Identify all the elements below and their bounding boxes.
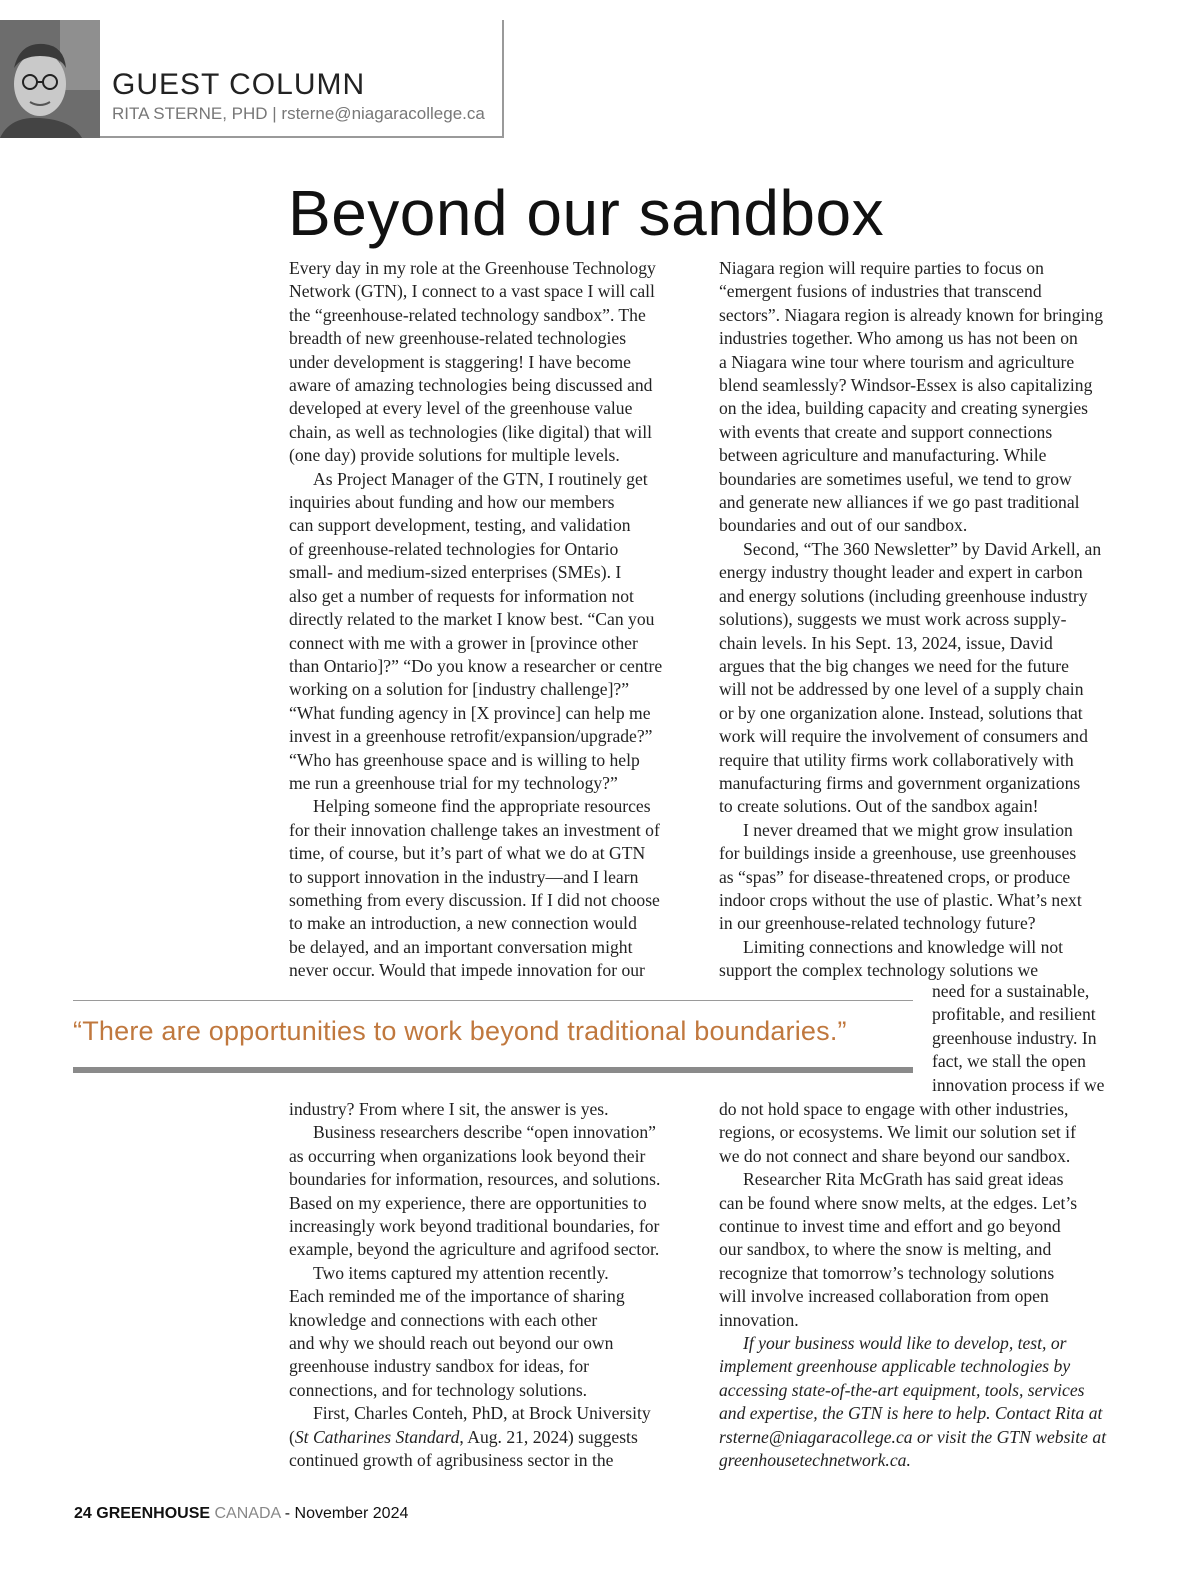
author-portrait-icon	[0, 20, 100, 138]
text-line: do not hold space to engage with other industries,	[719, 1099, 1069, 1119]
text-line: sectors”. Niagara region is already known for bringing	[719, 304, 1104, 325]
magazine-name-suffix: CANADA	[214, 1505, 281, 1522]
text-line: fact, we stall the open	[932, 1051, 1086, 1072]
text-line: (one day) provide solutions for multiple levels.	[289, 445, 620, 466]
body-column-right-bottom	[719, 1098, 1129, 1473]
text-line: will not be addressed by one level of a supply chain	[719, 679, 1084, 700]
text-line: As Project Manager of the GTN, I routinely get	[313, 468, 648, 489]
text-line: can support development, testing, and validation	[289, 515, 631, 536]
text-line: chain, as well as technologies (like digital) that will	[289, 421, 653, 442]
text-line: as occurring when organizations look beyond their	[289, 1145, 646, 1166]
text-line: industries together. Who among us has not been on	[719, 328, 1078, 349]
text-line: Based on my experience, there are opportunities to	[289, 1192, 647, 1213]
text-line: innovation.	[719, 1309, 799, 1330]
text-line: Network (GTN), I connect to a vast space I will call	[289, 281, 655, 302]
text-line: manufacturing firms and government organizations	[719, 772, 1081, 793]
text-line: Helping someone find the appropriate resources	[313, 796, 651, 817]
text-line: Limiting connections and knowledge will not	[743, 936, 1064, 957]
text-line: increasingly work beyond traditional boundaries, for	[289, 1216, 660, 1237]
magazine-name: GREENHOUSE	[96, 1505, 211, 1522]
text-line: greenhouse industry. In	[932, 1027, 1097, 1048]
text-line: between agriculture and manufacturing. While	[719, 445, 1047, 466]
section-label: GUEST COLUMN	[112, 68, 366, 101]
text-line: Every day in my role at the Greenhouse Technology	[289, 258, 656, 278]
text-line: or by one organization alone. Instead, solutions that	[719, 702, 1083, 723]
text-line: the “greenhouse-related technology sandbox”. The	[289, 304, 646, 325]
text-line: argues that the big changes we need for the future	[719, 655, 1069, 676]
text-line: connect with me with a grower in [province other	[289, 632, 638, 653]
text-line: as “spas” for disease-threatened crops, or produce	[719, 866, 1071, 887]
body-column-left-top	[289, 257, 693, 983]
text-line: solutions), suggests we must work across supply-	[719, 609, 1067, 630]
text-line: will involve increased collaboration from open	[719, 1286, 1049, 1307]
text-line: example, beyond the agriculture and agrifood sector.	[289, 1239, 660, 1260]
text-line: chain levels. In his Sept. 13, 2024, issue, David	[719, 632, 1053, 653]
text-line: Business researchers describe “open innovation”	[313, 1122, 656, 1143]
pullquote-bottom-rule	[73, 1067, 913, 1073]
text-line: I never dreamed that we might grow insulation	[743, 819, 1073, 840]
text-line: Each reminded me of the importance of sharing	[289, 1286, 625, 1307]
text-line: industry? From where I sit, the answer is yes.	[289, 1099, 609, 1119]
text-line: with events that create and support connections	[719, 421, 1053, 442]
text-line: and why we should reach out beyond our own	[289, 1333, 614, 1354]
text-line: “Who has greenhouse space and is willing to help	[289, 749, 640, 770]
text-line: something from every discussion. If I did not choose	[289, 889, 660, 910]
text-segment: , Aug. 21, 2024) suggests	[459, 1426, 638, 1447]
text-line: rsterne@niagaracollege.ca or visit the GTN website at	[719, 1426, 1107, 1447]
text-line: for buildings inside a greenhouse, use greenhouses	[719, 843, 1077, 864]
body-column-wrap	[932, 980, 1132, 1097]
text-line: connections, and for technology solutions.	[289, 1379, 588, 1400]
page-footer	[74, 1505, 408, 1523]
text-line: accessing state-of-the-art equipment, tools, services	[719, 1379, 1085, 1400]
text-line: breadth of new greenhouse-related technologies	[289, 328, 627, 349]
text-line: blend seamlessly? Windsor-Essex is also capitalizing	[719, 375, 1093, 396]
text-line: working on a solution for [industry challenge]?”	[289, 679, 630, 700]
text-line: Two items captured my attention recently.	[313, 1262, 609, 1283]
text-line: and generate new alliances if we go past traditional	[719, 492, 1080, 513]
text-line: be delayed, and an important conversation might	[289, 936, 633, 957]
text-line: need for a sustainable,	[932, 981, 1090, 1001]
text-line: on the idea, building capacity and creating synergies	[719, 398, 1089, 419]
text-line: If your business would like to develop, test, or	[743, 1333, 1067, 1354]
text-line: Researcher Rita McGrath has said great ideas	[743, 1169, 1064, 1190]
text-line: directly related to the market I know best. “Can you	[289, 609, 655, 630]
text-line	[289, 1426, 693, 1449]
text-line: “What funding agency in [X province] can help me	[289, 702, 651, 723]
text-line: of greenhouse-related technologies for Ontario	[289, 538, 619, 559]
body-column-left-bottom	[289, 1098, 693, 1473]
text-line: energy industry thought leader and expert in carbon	[719, 562, 1083, 583]
text-line: under development is staggering! I have become	[289, 351, 631, 372]
text-line: aware of amazing technologies being discussed and	[289, 375, 653, 396]
text-line: and energy solutions (including greenhouse industry	[719, 585, 1088, 606]
text-line: greenhousetechnetwork.ca.	[719, 1450, 911, 1471]
text-line: boundaries for information, resources, and solutions.	[289, 1169, 661, 1190]
text-line: to support innovation in the industry—and I learn	[289, 866, 639, 887]
text-line: to make an introduction, a new connection would	[289, 913, 637, 934]
publication-name: St Catharines Standard	[294, 1426, 460, 1447]
text-line: small- and medium-sized enterprises (SMEs). I	[289, 562, 622, 583]
issue-date: - November 2024	[280, 1505, 409, 1522]
text-line: a Niagara wine tour where tourism and agriculture	[719, 351, 1075, 372]
text-line: innovation process if we	[932, 1074, 1105, 1095]
text-line: for their innovation challenge takes an investment of	[289, 819, 660, 840]
text-line: First, Charles Conteh, PhD, at Brock University	[313, 1403, 651, 1424]
author-byline: RITA STERNE, PHD | rsterne@niagaracollege.ca	[112, 104, 485, 123]
text-line: support the complex technology solutions we	[719, 960, 1039, 981]
text-line: developed at every level of the greenhouse value	[289, 398, 633, 419]
text-segment: (	[289, 1426, 295, 1447]
pull-quote: “There are opportunities to work beyond traditional boundaries.”	[73, 1016, 847, 1046]
text-line: continue to invest time and effort and go beyond	[719, 1216, 1061, 1237]
text-line: recognize that tomorrow’s technology solutions	[719, 1262, 1055, 1283]
text-line: work will require the involvement of consumers and	[719, 726, 1088, 747]
text-line: and expertise, the GTN is here to help. Contact Rita at	[719, 1403, 1103, 1424]
text-line: than Ontario]?” “Do you know a researcher or centre	[289, 655, 663, 676]
text-line: knowledge and connections with each other	[289, 1309, 598, 1330]
text-line: indoor crops without the use of plastic. What’s next	[719, 889, 1082, 910]
text-line: continued growth of agribusiness sector in the	[289, 1450, 614, 1471]
text-line: time, of course, but it’s part of what we do at GTN	[289, 843, 646, 864]
body-column-right-top	[719, 257, 1129, 983]
text-line: regions, or ecosystems. We limit our solution set if	[719, 1122, 1076, 1143]
text-line: Niagara region will require parties to focus on	[719, 258, 1044, 278]
text-line: our sandbox, to where the snow is melting, and	[719, 1239, 1052, 1260]
text-line: also get a number of requests for information not	[289, 585, 634, 606]
article-title: Beyond our sandbox	[288, 177, 885, 249]
text-line: implement greenhouse applicable technologies by	[719, 1356, 1071, 1377]
text-line: in our greenhouse-related technology future?	[719, 913, 1036, 934]
author-photo	[0, 20, 100, 138]
text-line: Second, “The 360 Newsletter” by David Arkell, an	[743, 538, 1102, 559]
text-line: invest in a greenhouse retrofit/expansion/upgrade?”	[289, 726, 653, 747]
text-line: boundaries are sometimes useful, we tend to grow	[719, 468, 1072, 489]
text-line: to create solutions. Out of the sandbox again!	[719, 796, 1039, 817]
text-line: require that utility firms work collaboratively with	[719, 749, 1074, 770]
text-line: “emergent fusions of industries that transcend	[719, 281, 1042, 302]
text-line: profitable, and resilient	[932, 1004, 1096, 1025]
text-line: we do not connect and share beyond our sandbox.	[719, 1145, 1071, 1166]
page-number: 24	[74, 1505, 92, 1522]
text-line: me run a greenhouse trial for my technology?”	[289, 772, 618, 793]
text-line: greenhouse industry sandbox for ideas, for	[289, 1356, 589, 1377]
text-line: inquiries about funding and how our members	[289, 492, 615, 513]
text-line: never occur. Would that impede innovation for our	[289, 960, 645, 981]
text-line: boundaries and out of our sandbox.	[719, 515, 968, 536]
pullquote-top-rule	[73, 1000, 913, 1001]
text-line: can be found where snow melts, at the edges. Let’s	[719, 1192, 1078, 1213]
guest-column-header	[100, 20, 504, 138]
